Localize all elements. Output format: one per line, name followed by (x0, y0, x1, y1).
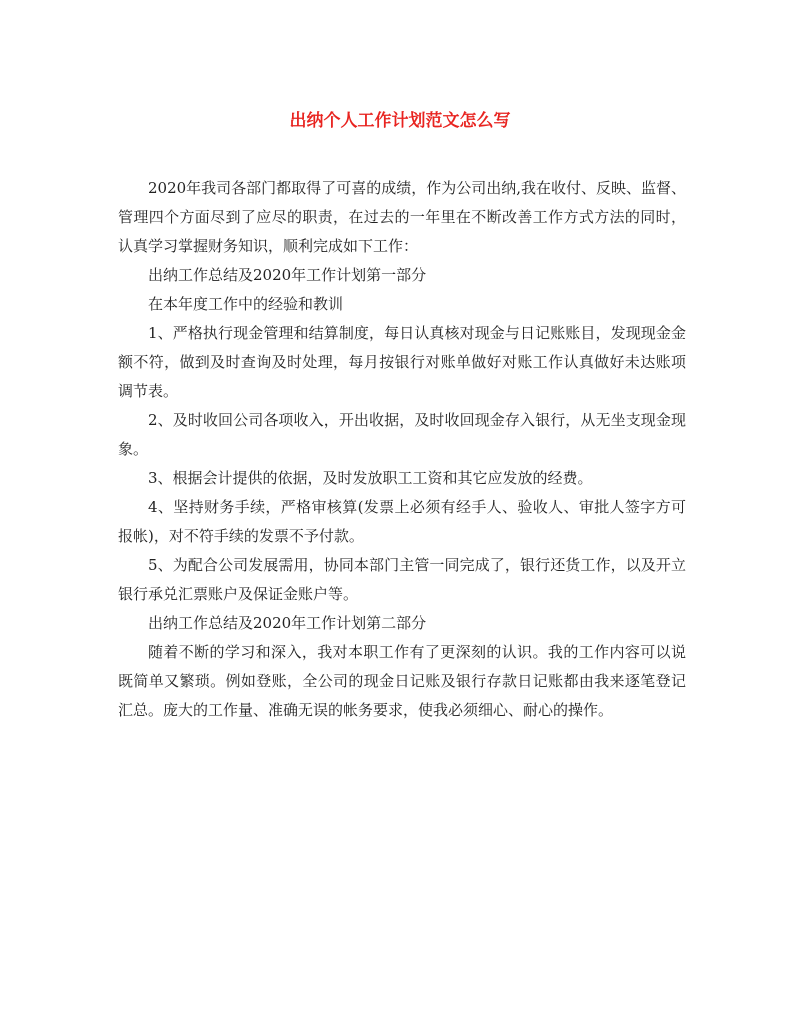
paragraph-closing: 随着不断的学习和深入，我对本职工作有了更深刻的认识。我的工作内容可以说既简单又繁琐。例如登账，全公司的现金日记账及银行存款日记账都由我来逐笔登记汇总。庞大的工作量、准确无误的帐务要求，使我必须细心、耐心的操作。 (118, 643, 686, 719)
section-heading-part-two: 出纳工作总结及2020年工作计划第二部分 (148, 614, 427, 632)
subheading-experience: 在本年度工作中的经验和教训 (148, 295, 344, 313)
paragraph-intro: 2020年我司各部门都取得了可喜的成绩，作为公司出纳,我在收付、反映、监督、管理四个方面尽到了应尽的职责，在过去的一年里在不断改善工作方式方法的同时，认真学习掌握财务知识，顺利完成如下工作： (118, 179, 686, 255)
list-item-1: 1、严格执行现金管理和结算制度，每日认真核对现金与日记账账目，发现现金金额不符，做到及时查询及时处理，每月按银行对账单做好对账工作认真做好未达账项调节表。 (118, 324, 686, 400)
list-item-4: 4、坚持财务手续，严格审核算(发票上必须有经手人、验收人、审批人签字方可报帐)，对不符手续的发票不予付款。 (118, 498, 686, 545)
document-body (118, 174, 686, 725)
list-item-5: 5、为配合公司发展需用，协同本部门主管一同完成了，银行还货工作，以及开立银行承兑汇票账户及保证金账户等。 (118, 556, 686, 603)
list-item-3: 3、根据会计提供的依据，及时发放职工工资和其它应发放的经费。 (148, 469, 593, 487)
section-heading-part-one: 出纳工作总结及2020年工作计划第一部分 (148, 266, 427, 284)
list-item-2: 2、及时收回公司各项收入，开出收据，及时收回现金存入银行，从无坐支现金现象。 (118, 411, 686, 458)
document-title: 出纳个人工作计划范文怎么写 (289, 111, 511, 131)
